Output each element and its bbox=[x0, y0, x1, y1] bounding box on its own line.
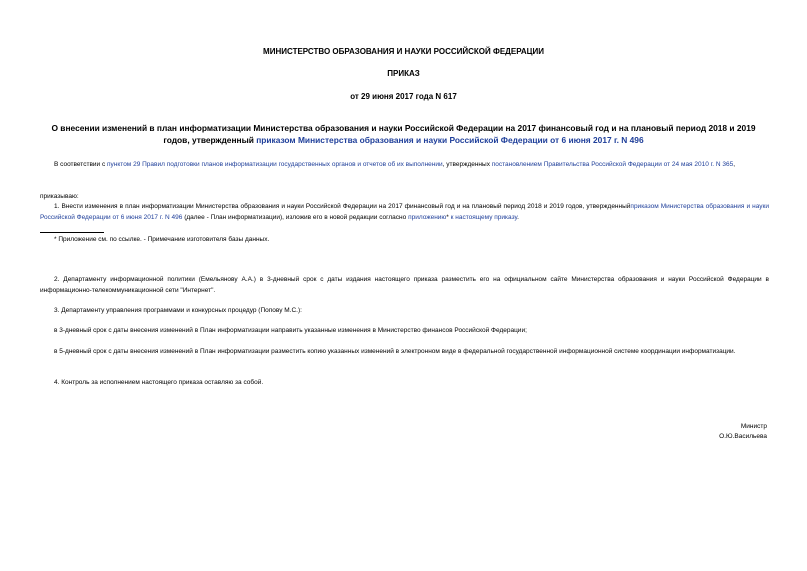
order-496-link[interactable]: приказом Министерства образования и науки Российской Федерации от 6 июня 2017 г. N 496 bbox=[40, 203, 769, 221]
item-3b-paragraph: в 5-дневный срок с даты внесения изменений в План информатизации разместить копию указанных изменений в электронном виде в федеральной государственной информационной системе координации информатизации. bbox=[54, 348, 736, 355]
preamble-text-2: , утвержденных bbox=[442, 161, 492, 168]
signature-name: О.Ю.Васильева bbox=[719, 433, 767, 440]
item-2-paragraph: 2. Департаменту информационной политики (Емельянову А.А.) в 3-дневный срок с даты издания настоящего приказа разместить его на официальном сайте Министерства образования и науки Российской Федерации в информационно-телекоммуникационной сети "Интернет". bbox=[40, 276, 769, 294]
document-type-heading: ПРИКАЗ bbox=[387, 69, 420, 78]
subject-text: О внесении изменений в план информатизации Министерства образования и науки Российской Федерации на 2017 финансовый год и на плановый период 2018 и 2019 годов, утвержденный bbox=[51, 123, 756, 145]
date-number-heading: от 29 июня 2017 года N 617 bbox=[350, 92, 457, 101]
government-decree-link[interactable]: постановлением Правительства Российской Федерации от 24 мая 2010 г. N 365 bbox=[491, 161, 734, 168]
subject-heading bbox=[40, 122, 767, 146]
preamble-text-1: В соответствии с bbox=[54, 161, 108, 168]
item-1-text-1: 1. Внести изменения в план информатизации Министерства образования и науки Российской Федерации на 2017 финансовый год и на плановый период 2018 и 2019 годов, утвержденный bbox=[54, 203, 631, 210]
item-3-paragraph: 3. Департаменту управления программами и конкурсных процедур (Попову М.С.): bbox=[54, 307, 302, 314]
item-1-paragraph bbox=[40, 202, 769, 223]
ministry-heading: МИНИСТЕРСТВО ОБРАЗОВАНИЯ И НАУКИ РОССИЙСКОЙ ФЕДЕРАЦИИ bbox=[263, 47, 544, 56]
preamble-text-3: , bbox=[733, 161, 735, 168]
footnote-divider bbox=[40, 232, 104, 233]
preamble-paragraph bbox=[40, 160, 769, 171]
signature-title: Министр bbox=[740, 423, 767, 430]
item-4-paragraph: 4. Контроль за исполнением настоящего приказа оставляю за собой. bbox=[54, 379, 264, 386]
item-1-text-4: . bbox=[517, 213, 519, 221]
order-word: приказываю: bbox=[40, 193, 79, 200]
item-3a-paragraph: в 3-дневный срок с даты внесения изменений в План информатизации направить указанные изменения в Министерство финансов Российской Федерации; bbox=[54, 327, 527, 334]
rules-point-29-link[interactable]: пунктом 29 Правил подготовки планов информатизации государственных органов и отчетов об их выполнении bbox=[107, 161, 443, 168]
subject-order-link[interactable]: приказом Министерства образования и науки Российской Федерации от 6 июня 2017 г. N 496 bbox=[256, 135, 644, 145]
footnote: * Приложение см. по ссылке. - Примечание изготовителя базы данных. bbox=[54, 236, 270, 243]
item-1-text-3: * bbox=[446, 213, 451, 221]
item-1-text-2: (далее - План информатизации), изложив его в новой редакции согласно bbox=[182, 213, 409, 221]
appendix-link[interactable]: приложению bbox=[408, 213, 447, 221]
this-order-link[interactable]: к настоящему приказу bbox=[450, 213, 518, 221]
